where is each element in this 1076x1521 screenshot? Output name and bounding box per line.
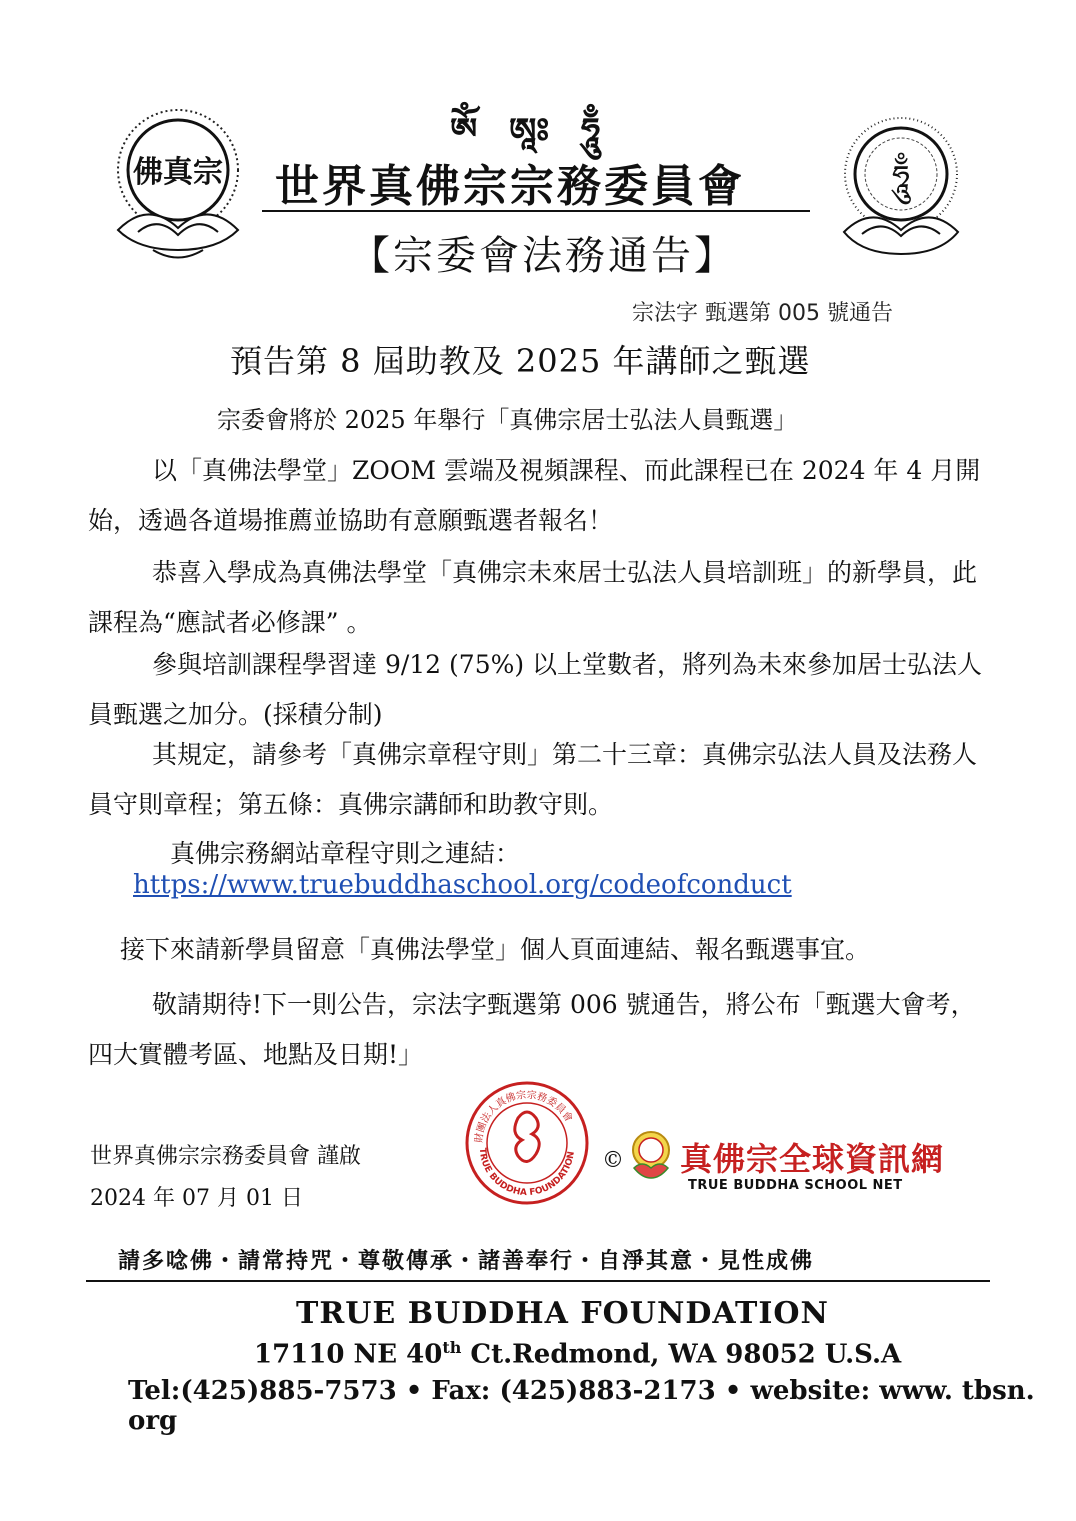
signature-block [90,1136,361,1220]
organization-title: 世界真佛宗宗務委員會 [275,161,745,212]
hum-syllable-lotus-emblem-right [830,112,972,272]
emblem-right-syllable: ཧཱུྃ [892,158,910,196]
paragraph-next-steps: 接下來請新學員留意「真佛法學堂」個人頁面連結、報名甄選事宜。 [120,935,871,964]
seal-hum-glyph [515,1112,539,1162]
motto-line: 請多唸佛・請常持咒・尊敬傳承・諸善奉行・自淨其意・見性成佛 [118,1248,815,1274]
seal-arc-bottom: TRUE BUDDHA FOUNDATION [476,1147,577,1199]
true-buddha-lotus-emblem-left [98,100,258,270]
signature-org: 世界真佛宗宗務委員會 謹啟 [90,1144,361,1169]
address-part-a: 17110 NE 40 [254,1339,443,1370]
signature-date: 2024 年 07 月 01 日 [90,1186,303,1211]
address-superscript: th [442,1338,462,1357]
address-part-b: Ct.Redmond, WA 98052 U.S.A [461,1339,902,1370]
paragraph-upcoming-notice: 敬請期待!下一則公告，宗法字甄選第 006 號通告，將公布「甄選大會考，四大實體考區、地點及日期!」 [88,990,976,1069]
tbsn-name-chinese: 真佛宗全球資訊網 [680,1140,945,1178]
tbsn-lotus-logo-icon [628,1130,674,1180]
paragraph-regulations: 其規定，請參考「真佛宗章程守則」第二十三章：真佛宗弘法人員及法務人員守則章程；第五條：真佛宗講師和助教守則。 [88,740,978,819]
paragraph-attendance-bonus: 參與培訓課程學習達 9/12 (75%) 以上堂數者，將列為未來參加居士弘法人員甄選之加分。(採積分制) [88,650,983,729]
notice-title: 【宗委會法務通告】 [350,233,737,279]
tibetan-mantra: ༀ ཨཱཿ ཧཱུྃ [450,111,611,151]
footer-divider [86,1280,990,1282]
headline: 預告第 8 屆助教及 2025 年講師之甄選 [230,342,811,380]
tbsn-name-english: TRUE BUDDHA SCHOOL NET [688,1178,903,1193]
subline: 宗委會將於 2025 年舉行「真佛宗居士弘法人員甄選」 [217,406,798,434]
emblem-left-text: 佛真宗 [133,155,223,190]
code-of-conduct-link[interactable]: https://www.truebuddhaschool.org/codeofconduct [133,870,792,900]
seal-arc-top: 財團法人真佛宗宗務委員會 [473,1089,575,1144]
copyright-symbol: © [602,1148,624,1173]
paragraph-congratulations: 恭喜入學成為真佛法學堂「真佛宗未來居士弘法人員培訓班」的新學員，此課程為“應試者必修課” 。 [88,558,978,637]
paragraph-course-intro: 以「真佛法學堂」ZOOM 雲端及視頻課程、而此課程已在 2024 年 4 月開始，透過各道場推薦並協助有意願甄選者報名！ [88,456,981,535]
foundation-address [254,1338,901,1370]
foundation-contact: Tel:(425)885-7573 • Fax: (425)883-2173 • website: www. tbsn. org [128,1376,1035,1436]
foundation-name: TRUE BUDDHA FOUNDATION [296,1296,829,1331]
reference-number: 宗法字 甄選第 005 號通告 [632,301,893,326]
title-divider [262,210,810,212]
code-of-conduct-link-label: 真佛宗務網站章程守則之連結： [170,839,521,868]
foundation-red-seal [462,1078,592,1208]
